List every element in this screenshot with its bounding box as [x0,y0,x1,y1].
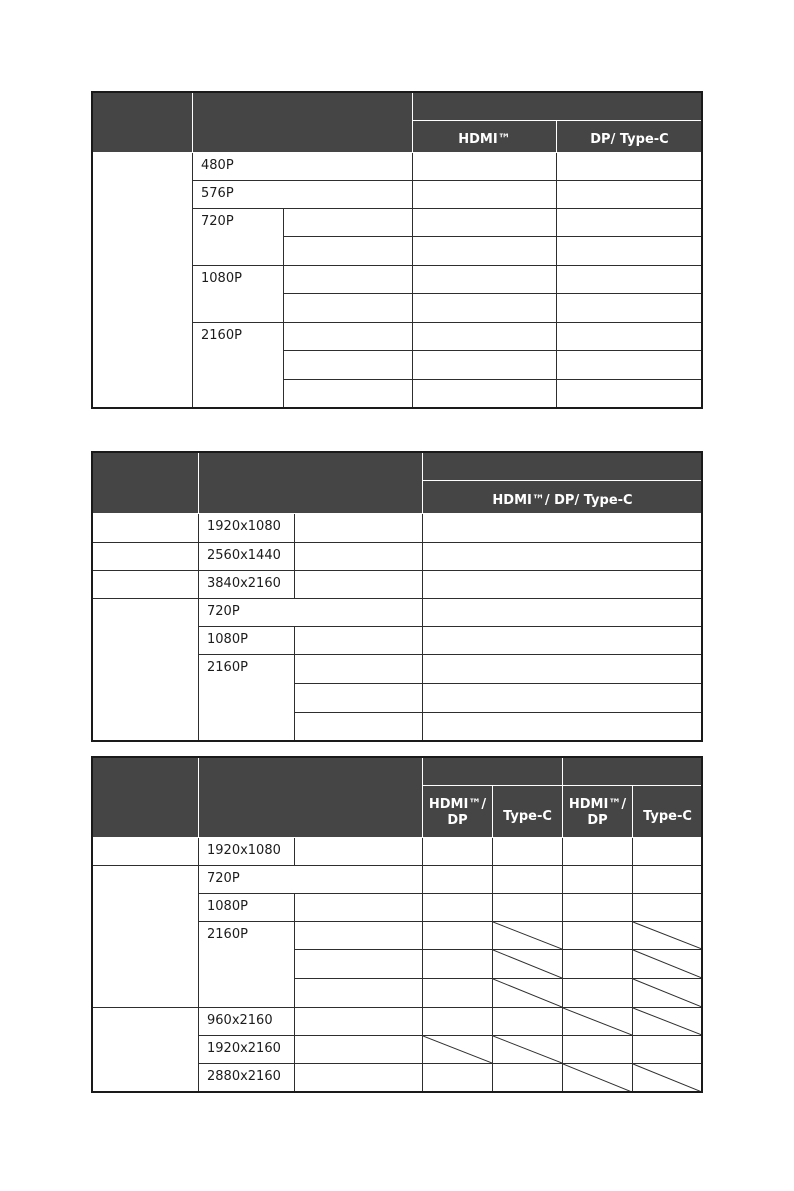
unsupported-cell [633,922,703,950]
resolution-960x2160: 960x2160 [199,1008,295,1036]
refresh-cell [295,1064,423,1093]
refresh-cell [284,237,413,266]
unsupported-cell [493,950,563,979]
resolution-2160p: 2160P [199,655,295,742]
value-cell [633,838,703,866]
header-cell [199,451,423,514]
value-cell [423,655,703,684]
refresh-cell [284,266,413,294]
resolution-1920x1080: 1920x1080 [199,838,295,866]
resolution-2560x1440: 2560x1440 [199,543,295,571]
header-typec: Type-C [633,786,703,838]
diagonal-slash [493,1036,562,1063]
value-cell [423,599,703,627]
value-cell [423,713,703,742]
header-cell [91,451,199,514]
unsupported-cell [633,950,703,979]
value-cell [563,894,633,922]
header-typec: Type-C [493,786,563,838]
diagonal-slash [633,979,702,1007]
value-cell [423,979,493,1008]
refresh-cell [284,380,413,409]
refresh-cell [295,979,423,1008]
diagonal-slash [633,950,702,978]
resolution-720p: 720P [199,866,423,894]
value-cell [563,838,633,866]
value-cell [423,866,493,894]
header-dp-typec: DP/ Type-C [557,121,703,153]
resolution-1920x2160: 1920x2160 [199,1036,295,1064]
resolution-1080p: 1080P [199,627,295,655]
resolution-720p: 720P [193,209,284,266]
resolution-720p: 720P [199,599,423,627]
diagonal-slash [493,950,562,978]
value-cell [563,866,633,894]
resolution-576p: 576P [193,181,413,209]
timing-table-3 [91,756,703,1093]
value-cell [423,514,703,543]
diagonal-slash [563,1064,632,1092]
unsupported-cell [493,1036,563,1064]
diagonal-slash [633,922,702,949]
resolution-2160p: 2160P [193,323,284,409]
value-cell [563,1036,633,1064]
value-cell [557,209,703,237]
unsupported-cell [563,1008,633,1036]
resolution-2160p: 2160P [199,922,295,1008]
value-cell [413,181,557,209]
value-cell [413,351,557,380]
resolution-3840x2160: 3840x2160 [199,571,295,599]
value-cell [563,922,633,950]
resolution-1920x1080: 1920x1080 [199,514,295,543]
refresh-cell [295,684,423,713]
group-cell [91,599,199,742]
value-cell [493,866,563,894]
refresh-cell [295,838,423,866]
header-hdmi: HDMI™ [413,121,557,153]
value-cell [413,237,557,266]
refresh-cell [295,1036,423,1064]
value-cell [493,1008,563,1036]
refresh-cell [284,351,413,380]
value-cell [423,922,493,950]
value-cell [633,866,703,894]
unsupported-cell [563,1064,633,1093]
refresh-cell [295,950,423,979]
value-cell [557,351,703,380]
unsupported-cell [633,979,703,1008]
value-cell [423,950,493,979]
header-group-cell [423,451,703,481]
value-cell [423,894,493,922]
value-cell [493,838,563,866]
header-group-cell [413,91,703,121]
header-cell [91,756,199,838]
unsupported-cell [423,1036,493,1064]
value-cell [557,153,703,181]
value-cell [423,571,703,599]
refresh-cell [295,543,423,571]
refresh-cell [295,514,423,543]
refresh-cell [295,922,423,950]
unsupported-cell [633,1008,703,1036]
group-cell [91,543,199,571]
value-cell [413,294,557,323]
refresh-cell [295,627,423,655]
value-cell [557,294,703,323]
diagonal-slash [563,1008,632,1035]
resolution-480p: 480P [193,153,413,181]
refresh-cell [284,209,413,237]
value-cell [557,181,703,209]
header-hdmi-dp: HDMI™/ DP [563,786,633,838]
diagonal-slash [423,1036,492,1063]
value-cell [423,1064,493,1093]
value-cell [557,266,703,294]
diagonal-slash [493,922,562,949]
refresh-cell [295,655,423,684]
value-cell [557,323,703,351]
refresh-cell [295,894,423,922]
header-group-cell [423,756,563,786]
group-cell [91,1008,199,1093]
header-cell [199,756,423,838]
header-cell [91,91,193,153]
group-cell [91,838,199,866]
diagonal-slash [633,1064,702,1092]
value-cell [423,684,703,713]
unsupported-cell [493,979,563,1008]
header-hdmi-dp-typec: HDMI™/ DP/ Type-C [423,481,703,514]
value-cell [413,266,557,294]
value-cell [493,894,563,922]
value-cell [557,380,703,409]
group-cell [91,153,193,409]
value-cell [413,323,557,351]
unsupported-cell [633,1064,703,1093]
value-cell [633,894,703,922]
refresh-cell [295,1008,423,1036]
refresh-cell [295,713,423,742]
resolution-1080p: 1080P [193,266,284,323]
value-cell [413,209,557,237]
value-cell [423,543,703,571]
group-cell [91,571,199,599]
group-cell [91,866,199,1008]
value-cell [633,1036,703,1064]
group-cell [91,514,199,543]
value-cell [423,838,493,866]
value-cell [413,153,557,181]
timing-table-1 [91,91,703,409]
value-cell [493,1064,563,1093]
diagonal-slash [633,1008,702,1035]
resolution-1080p: 1080P [199,894,295,922]
value-cell [413,380,557,409]
diagonal-slash [493,979,562,1007]
refresh-cell [284,323,413,351]
timing-table-2 [91,451,703,742]
value-cell [563,979,633,1008]
value-cell [423,1008,493,1036]
value-cell [557,237,703,266]
header-cell [193,91,413,153]
refresh-cell [295,571,423,599]
resolution-2880x2160: 2880x2160 [199,1064,295,1093]
header-hdmi-dp: HDMI™/ DP [423,786,493,838]
value-cell [563,950,633,979]
unsupported-cell [493,922,563,950]
header-group-cell [563,756,703,786]
value-cell [423,627,703,655]
refresh-cell [284,294,413,323]
